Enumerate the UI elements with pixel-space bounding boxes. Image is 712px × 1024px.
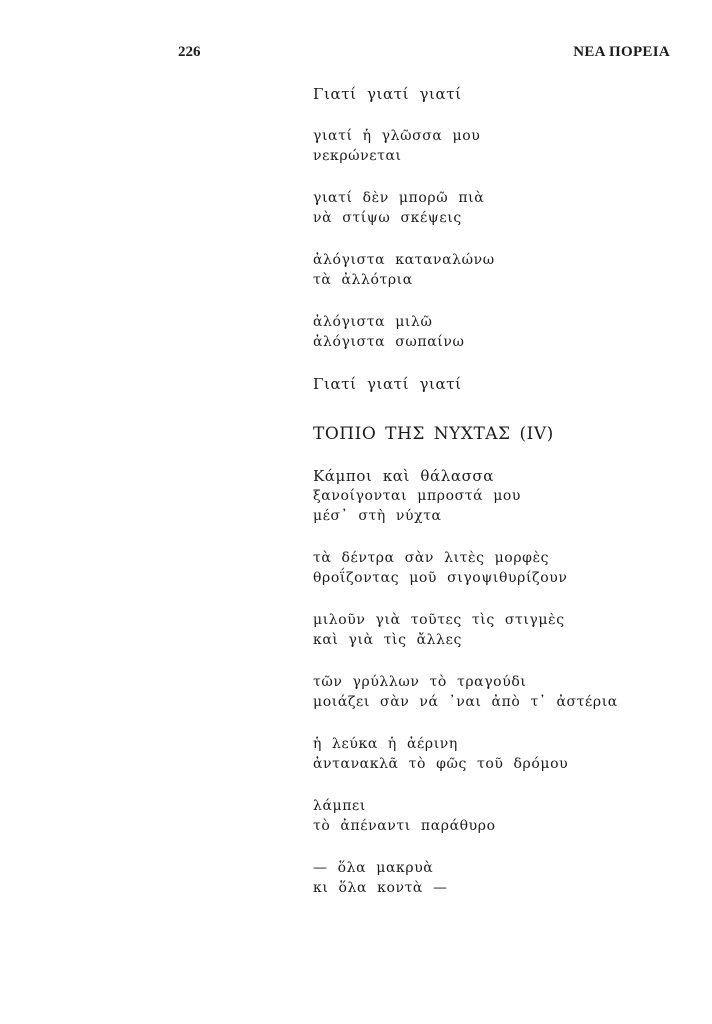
poem-line: τῶν γρύλλων τὸ τραγούδι — [313, 674, 527, 690]
journal-title: ΝΕΑ ΠΟΡΕΙΑ — [573, 44, 670, 60]
poem-line: νὰ στίψω σκέψεις — [313, 210, 462, 226]
stanza — [313, 466, 683, 526]
poem-line: νεκρώνεται — [313, 148, 402, 164]
poem-line: ξανοίγονται μπροστά μου — [313, 488, 522, 504]
stanza — [313, 374, 683, 394]
poem-line: τὸ ἀπέναντι παράθυρο — [313, 818, 496, 834]
poem-line: μιλοῦν γιὰ τοῦτες τὶς στιγμὲς — [313, 612, 565, 628]
poem-line: — ὅλα μακρυὰ — [313, 860, 434, 876]
stanza — [313, 188, 683, 228]
poem-line: Γιατί γιατί γιατί — [313, 85, 462, 103]
page-number: 226 — [178, 44, 201, 60]
poem-line: ἀλόγιστα σωπαίνω — [313, 334, 465, 350]
stanza — [313, 548, 683, 588]
poem-line: θροΐζοντας μοῦ σιγοψιθυρίζουν — [313, 570, 568, 586]
poem-line: γιατί δὲν μπορῶ πιὰ — [313, 190, 485, 206]
stanza — [313, 672, 683, 712]
poem-line: μέσ᾽ στὴ νύχτα — [313, 508, 442, 524]
poem-untitled — [313, 84, 683, 394]
poem-line: καὶ γιὰ τὶς ἄλλες — [313, 632, 462, 648]
poem-title: ΤΟΠΙΟ ΤΗΣ ΝΥΧΤΑΣ (IV) — [313, 424, 554, 444]
stanza — [313, 610, 683, 650]
poem-line: ἀντανακλᾶ τὸ φῶς τοῦ δρόμου — [313, 756, 569, 772]
running-head — [178, 44, 670, 66]
poem-line: ἡ λεύκα ἡ ἀέρινη — [313, 736, 458, 752]
stanza — [313, 126, 683, 166]
poem-line: τὰ δέντρα σὰν λιτὲς μορφὲς — [313, 550, 550, 566]
poem-line: τὰ ἀλλότρια — [313, 272, 413, 288]
stanza — [313, 858, 683, 898]
poem-line: γιατί ἡ γλῶσσα μου — [313, 128, 481, 144]
poem-line: μοιάζει σὰν νά ᾽ναι ἀπὸ τ᾽ ἀστέρια — [313, 694, 618, 710]
poem-line: Κάμποι καὶ θάλασσα — [313, 467, 494, 485]
stanza — [313, 734, 683, 774]
stanza — [313, 312, 683, 352]
stanza — [313, 84, 683, 104]
stanza — [313, 796, 683, 836]
poem-topio-tis-nychtas — [313, 424, 683, 898]
poem-area — [313, 84, 683, 920]
poem-line: ἀλόγιστα καταναλώνω — [313, 252, 495, 268]
poem-line: κι ὅλα κοντὰ — — [313, 880, 448, 896]
poem-line: Γιατί γιατί γιατί — [313, 375, 462, 393]
stanza — [313, 250, 683, 290]
poem-line: λάμπει — [313, 798, 366, 814]
poem-line: ἀλόγιστα μιλῶ — [313, 314, 433, 330]
